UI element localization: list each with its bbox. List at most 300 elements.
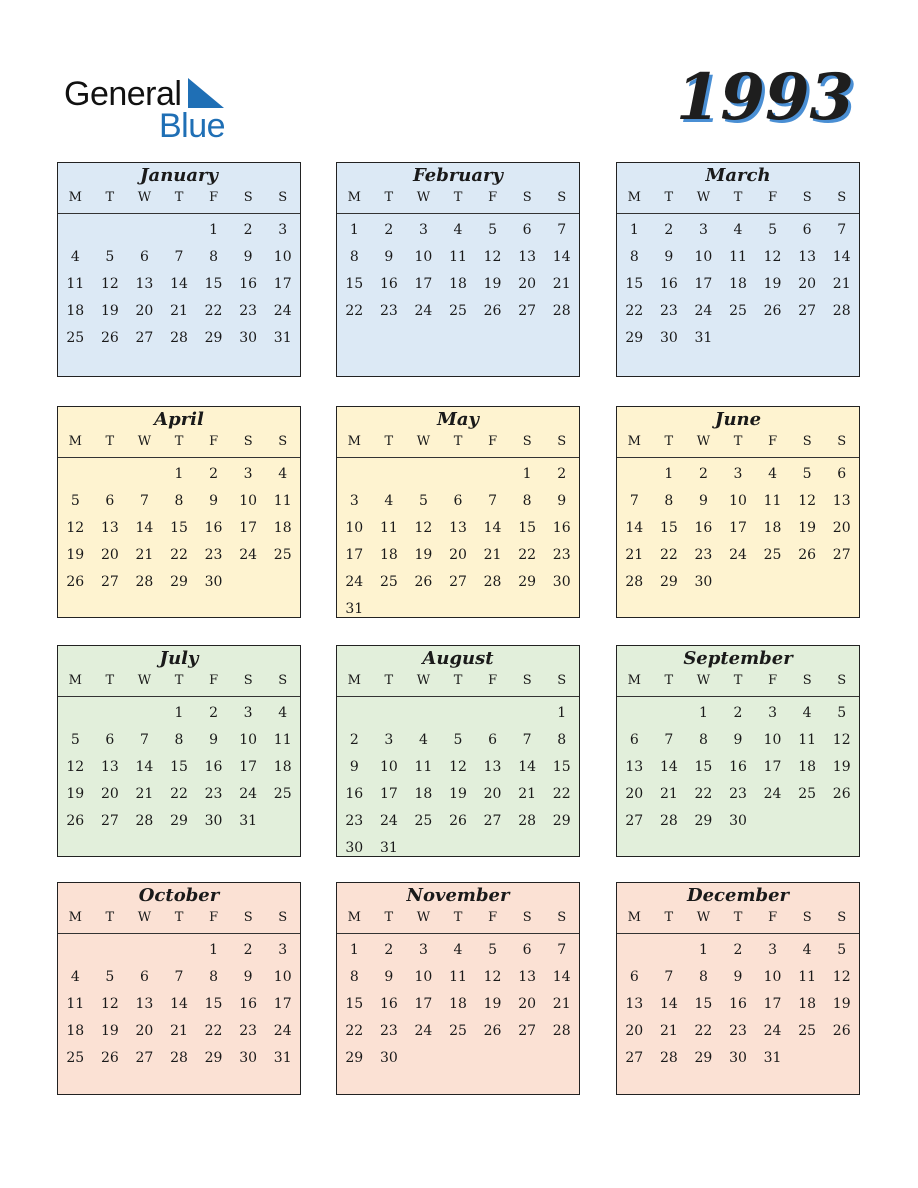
day-cell: 2 [384, 222, 394, 238]
day-cell: 21 [552, 276, 571, 292]
weekday-header: S [522, 190, 532, 205]
weekday-header: S [802, 910, 812, 925]
day-cell: 30 [729, 813, 747, 829]
day-cell: 28 [135, 574, 154, 590]
weekday-header: T [105, 434, 115, 449]
month-title: March [705, 165, 771, 186]
day-cell: 2 [384, 942, 394, 958]
day-cell: 9 [243, 969, 253, 985]
day-cell: 2 [698, 466, 708, 482]
day-cell: 4 [802, 705, 812, 721]
day-cell: 9 [733, 969, 743, 985]
month-title: September [683, 648, 793, 669]
weekday-header: W [137, 190, 152, 205]
day-cell: 18 [798, 759, 817, 775]
day-cell: 22 [625, 303, 644, 319]
empty-day-cell [127, 700, 162, 727]
day-cell: 10 [763, 969, 782, 985]
month-may [336, 406, 580, 618]
empty-day-cell [652, 937, 687, 964]
weekday-header: S [802, 673, 812, 688]
day-cell: 27 [100, 574, 119, 590]
empty-day-cell [510, 700, 545, 727]
logo-text-general: General [64, 75, 182, 113]
day-cell: 19 [100, 303, 119, 319]
day-cell: 10 [694, 249, 713, 265]
day-cell: 7 [837, 222, 847, 238]
weekday-header: W [696, 190, 711, 205]
day-cell: 14 [625, 520, 644, 536]
day-cell: 27 [449, 574, 467, 590]
day-cell: 25 [449, 1023, 467, 1039]
empty-day-cell [406, 461, 441, 488]
empty-day-cell [441, 461, 476, 488]
day-cell: 19 [832, 759, 851, 775]
weekday-header-row [337, 670, 579, 697]
day-cell: 1 [698, 942, 708, 958]
day-cell: 28 [170, 1050, 188, 1066]
weekday-header: F [488, 910, 498, 925]
day-cell: 24 [273, 1023, 292, 1039]
day-cell: 25 [798, 1023, 817, 1039]
day-cell: 15 [204, 996, 223, 1012]
weekday-header: T [664, 673, 674, 688]
day-cell: 21 [483, 547, 502, 563]
weekday-header: F [488, 434, 498, 449]
day-cell: 8 [698, 969, 708, 985]
weekday-header-row [337, 187, 579, 214]
day-cell: 13 [625, 996, 644, 1012]
day-cell: 21 [659, 786, 678, 802]
day-cell: 9 [384, 249, 394, 265]
day-cell: 15 [552, 759, 571, 775]
day-cell: 9 [698, 493, 708, 509]
day-grid [58, 458, 300, 596]
day-cell: 31 [345, 601, 364, 617]
day-cell: 6 [629, 732, 639, 748]
day-cell: 26 [763, 303, 782, 319]
weekday-header: T [384, 434, 394, 449]
weekday-header: T [453, 673, 463, 688]
day-cell: 23 [694, 547, 713, 563]
day-cell: 14 [483, 520, 502, 536]
day-cell: 28 [135, 813, 154, 829]
day-cell: 10 [729, 493, 747, 509]
day-grid [617, 214, 859, 352]
weekday-header-row [337, 907, 579, 934]
day-cell: 22 [170, 786, 188, 802]
day-cell: 1 [174, 705, 184, 721]
day-cell: 13 [135, 276, 154, 292]
weekday-header-row [617, 670, 859, 697]
day-cell: 26 [483, 303, 502, 319]
month-title: January [140, 165, 218, 186]
day-cell: 19 [414, 547, 433, 563]
day-cell: 20 [625, 1023, 644, 1039]
day-cell: 8 [522, 493, 532, 509]
day-cell: 4 [70, 969, 80, 985]
day-cell: 22 [345, 303, 364, 319]
day-cell: 12 [798, 493, 817, 509]
weekday-header: T [174, 190, 184, 205]
day-cell: 21 [170, 1023, 188, 1039]
empty-day-cell [58, 217, 93, 244]
weekday-header: S [278, 434, 288, 449]
day-cell: 16 [552, 520, 571, 536]
day-cell: 12 [66, 520, 85, 536]
day-cell: 24 [239, 786, 258, 802]
month-title: December [686, 885, 790, 906]
day-grid [617, 458, 859, 596]
month-march [616, 162, 860, 377]
day-cell: 25 [273, 547, 292, 563]
empty-day-cell [652, 700, 687, 727]
day-cell: 23 [379, 303, 398, 319]
weekday-header: S [837, 910, 847, 925]
weekday-header: F [768, 910, 778, 925]
day-cell: 6 [522, 942, 532, 958]
day-cell: 21 [659, 1023, 678, 1039]
month-october [57, 882, 301, 1095]
day-grid [617, 934, 859, 1072]
day-cell: 17 [239, 520, 258, 536]
day-cell: 10 [239, 493, 258, 509]
weekday-header-row [58, 187, 300, 214]
day-cell: 2 [209, 466, 219, 482]
day-cell: 7 [139, 493, 149, 509]
day-cell: 7 [664, 969, 674, 985]
weekday-header: M [347, 673, 361, 688]
empty-day-cell [93, 700, 128, 727]
day-cell: 10 [763, 732, 782, 748]
day-cell: 9 [664, 249, 674, 265]
weekday-header: S [278, 910, 288, 925]
day-cell: 29 [170, 813, 188, 829]
day-cell: 4 [278, 705, 288, 721]
day-cell: 9 [349, 759, 359, 775]
day-cell: 19 [763, 276, 782, 292]
empty-day-cell [127, 461, 162, 488]
day-cell: 17 [694, 276, 713, 292]
day-cell: 12 [763, 249, 782, 265]
day-cell: 28 [518, 813, 537, 829]
empty-day-cell [162, 937, 197, 964]
day-cell: 10 [239, 732, 258, 748]
month-title: October [138, 885, 220, 906]
day-cell: 21 [625, 547, 644, 563]
weekday-header: M [347, 434, 361, 449]
weekday-header: S [278, 673, 288, 688]
weekday-header: T [664, 910, 674, 925]
day-cell: 11 [273, 493, 292, 509]
day-cell: 3 [733, 466, 743, 482]
day-cell: 5 [453, 732, 463, 748]
year-title: 1993 [675, 60, 854, 135]
day-cell: 6 [139, 249, 149, 265]
weekday-header: T [664, 190, 674, 205]
day-cell: 13 [100, 759, 119, 775]
day-cell: 3 [418, 942, 428, 958]
weekday-header: M [68, 434, 82, 449]
day-cell: 16 [239, 996, 258, 1012]
day-cell: 14 [552, 969, 571, 985]
day-cell: 3 [278, 942, 288, 958]
weekday-header: S [522, 434, 532, 449]
day-cell: 11 [449, 969, 467, 985]
day-cell: 23 [659, 303, 678, 319]
day-cell: 15 [694, 996, 713, 1012]
day-cell: 20 [798, 276, 817, 292]
day-cell: 18 [66, 1023, 85, 1039]
day-cell: 14 [170, 276, 188, 292]
day-cell: 5 [105, 969, 115, 985]
day-cell: 22 [694, 786, 713, 802]
empty-day-cell [337, 700, 372, 727]
day-cell: 17 [729, 520, 747, 536]
weekday-header: M [347, 190, 361, 205]
weekday-header: S [278, 190, 288, 205]
day-cell: 9 [209, 493, 219, 509]
day-cell: 24 [729, 547, 747, 563]
day-cell: 15 [345, 996, 364, 1012]
day-cell: 26 [66, 574, 85, 590]
day-cell: 15 [345, 276, 364, 292]
empty-day-cell [441, 700, 476, 727]
day-cell: 10 [379, 759, 398, 775]
day-cell: 5 [488, 222, 498, 238]
day-cell: 10 [414, 249, 433, 265]
day-cell: 12 [483, 969, 502, 985]
day-cell: 1 [349, 942, 359, 958]
day-cell: 16 [659, 276, 678, 292]
day-cell: 29 [552, 813, 571, 829]
day-cell: 22 [518, 547, 537, 563]
day-cell: 19 [66, 547, 85, 563]
day-cell: 6 [105, 493, 115, 509]
month-april [57, 406, 301, 618]
day-cell: 26 [414, 574, 433, 590]
day-cell: 3 [418, 222, 428, 238]
month-title: July [159, 648, 199, 669]
day-cell: 5 [70, 493, 80, 509]
weekday-header: F [768, 434, 778, 449]
weekday-header: T [384, 910, 394, 925]
day-cell: 6 [629, 969, 639, 985]
day-cell: 8 [174, 732, 184, 748]
day-cell: 19 [483, 276, 502, 292]
day-cell: 26 [832, 786, 851, 802]
day-cell: 8 [629, 249, 639, 265]
day-cell: 22 [659, 547, 678, 563]
day-cell: 12 [483, 249, 502, 265]
day-cell: 27 [135, 330, 154, 346]
empty-day-cell [337, 461, 372, 488]
day-cell: 1 [349, 222, 359, 238]
weekday-header: F [768, 673, 778, 688]
day-cell: 25 [66, 1050, 85, 1066]
day-cell: 10 [273, 969, 292, 985]
day-cell: 28 [659, 813, 678, 829]
empty-day-cell [93, 937, 128, 964]
day-cell: 7 [629, 493, 639, 509]
weekday-header: S [837, 673, 847, 688]
day-cell: 2 [243, 942, 253, 958]
weekday-header: W [137, 910, 152, 925]
day-cell: 3 [768, 705, 778, 721]
day-cell: 12 [100, 276, 119, 292]
day-cell: 8 [174, 493, 184, 509]
day-cell: 29 [694, 813, 713, 829]
day-cell: 7 [522, 732, 532, 748]
weekday-header: F [768, 190, 778, 205]
month-december [616, 882, 860, 1095]
weekday-header: S [243, 673, 253, 688]
weekday-header: W [137, 673, 152, 688]
day-cell: 11 [729, 249, 747, 265]
day-cell: 18 [379, 547, 398, 563]
day-cell: 28 [483, 574, 502, 590]
day-cell: 28 [625, 574, 644, 590]
day-cell: 31 [694, 330, 713, 346]
weekday-header: T [733, 673, 743, 688]
day-cell: 21 [135, 786, 154, 802]
weekday-header: W [416, 190, 431, 205]
day-cell: 5 [70, 732, 80, 748]
day-cell: 13 [832, 493, 851, 509]
day-cell: 17 [414, 276, 433, 292]
day-cell: 11 [763, 493, 782, 509]
day-cell: 22 [170, 547, 188, 563]
day-cell: 29 [204, 1050, 223, 1066]
weekday-header-row [617, 187, 859, 214]
day-cell: 16 [379, 996, 398, 1012]
day-cell: 23 [729, 1023, 747, 1039]
day-cell: 15 [694, 759, 713, 775]
day-cell: 23 [204, 786, 223, 802]
day-cell: 20 [483, 786, 502, 802]
weekday-header: S [243, 190, 253, 205]
day-cell: 4 [278, 466, 288, 482]
day-cell: 1 [209, 942, 219, 958]
empty-day-cell [372, 700, 407, 727]
day-cell: 6 [488, 732, 498, 748]
day-cell: 23 [204, 547, 223, 563]
day-cell: 3 [768, 942, 778, 958]
day-cell: 26 [66, 813, 85, 829]
weekday-header: T [733, 434, 743, 449]
empty-day-cell [475, 461, 510, 488]
weekday-header: T [384, 673, 394, 688]
day-cell: 17 [273, 996, 292, 1012]
day-cell: 7 [664, 732, 674, 748]
day-cell: 24 [414, 1023, 433, 1039]
weekday-header: T [105, 673, 115, 688]
day-cell: 18 [66, 303, 85, 319]
weekday-header: S [802, 434, 812, 449]
day-cell: 18 [449, 276, 467, 292]
day-cell: 21 [518, 786, 537, 802]
day-cell: 20 [135, 1023, 154, 1039]
day-grid [337, 934, 579, 1072]
weekday-header: F [209, 434, 219, 449]
day-cell: 16 [729, 759, 747, 775]
day-cell: 30 [239, 1050, 258, 1066]
day-cell: 8 [698, 732, 708, 748]
weekday-header: T [453, 910, 463, 925]
day-cell: 5 [802, 466, 812, 482]
day-cell: 16 [729, 996, 747, 1012]
weekday-header: M [627, 673, 641, 688]
weekday-header: T [105, 910, 115, 925]
day-cell: 8 [557, 732, 567, 748]
month-september [616, 645, 860, 857]
month-august [336, 645, 580, 857]
day-cell: 12 [832, 732, 851, 748]
weekday-header: W [696, 673, 711, 688]
day-cell: 25 [379, 574, 398, 590]
day-cell: 3 [698, 222, 708, 238]
day-cell: 11 [273, 732, 292, 748]
empty-day-cell [617, 937, 652, 964]
day-cell: 11 [66, 276, 85, 292]
day-grid [58, 214, 300, 352]
day-cell: 13 [135, 996, 154, 1012]
day-cell: 20 [100, 786, 119, 802]
day-cell: 1 [698, 705, 708, 721]
month-february [336, 162, 580, 377]
weekday-header: F [488, 673, 498, 688]
weekday-header: S [243, 434, 253, 449]
day-cell: 8 [349, 969, 359, 985]
day-cell: 5 [105, 249, 115, 265]
month-november [336, 882, 580, 1095]
day-cell: 29 [694, 1050, 713, 1066]
day-cell: 6 [837, 466, 847, 482]
weekday-header: W [416, 673, 431, 688]
day-cell: 2 [664, 222, 674, 238]
day-cell: 12 [100, 996, 119, 1012]
day-cell: 24 [694, 303, 713, 319]
day-cell: 25 [414, 813, 433, 829]
day-cell: 23 [379, 1023, 398, 1039]
day-cell: 11 [66, 996, 85, 1012]
day-cell: 30 [239, 330, 258, 346]
day-cell: 17 [345, 547, 364, 563]
day-cell: 20 [518, 276, 537, 292]
day-cell: 25 [729, 303, 747, 319]
day-cell: 4 [453, 942, 463, 958]
day-cell: 2 [349, 732, 359, 748]
day-cell: 30 [204, 574, 223, 590]
day-cell: 7 [139, 732, 149, 748]
day-cell: 9 [557, 493, 567, 509]
day-cell: 30 [379, 1050, 398, 1066]
day-cell: 23 [729, 786, 747, 802]
day-cell: 15 [659, 520, 678, 536]
day-cell: 19 [66, 786, 85, 802]
day-cell: 29 [204, 330, 223, 346]
day-cell: 15 [170, 759, 188, 775]
weekday-header: S [243, 910, 253, 925]
day-cell: 11 [379, 520, 398, 536]
day-grid [58, 697, 300, 835]
day-cell: 27 [135, 1050, 154, 1066]
day-cell: 19 [449, 786, 467, 802]
day-cell: 6 [453, 493, 463, 509]
day-cell: 11 [798, 969, 817, 985]
weekday-header-row [58, 907, 300, 934]
day-cell: 1 [664, 466, 674, 482]
